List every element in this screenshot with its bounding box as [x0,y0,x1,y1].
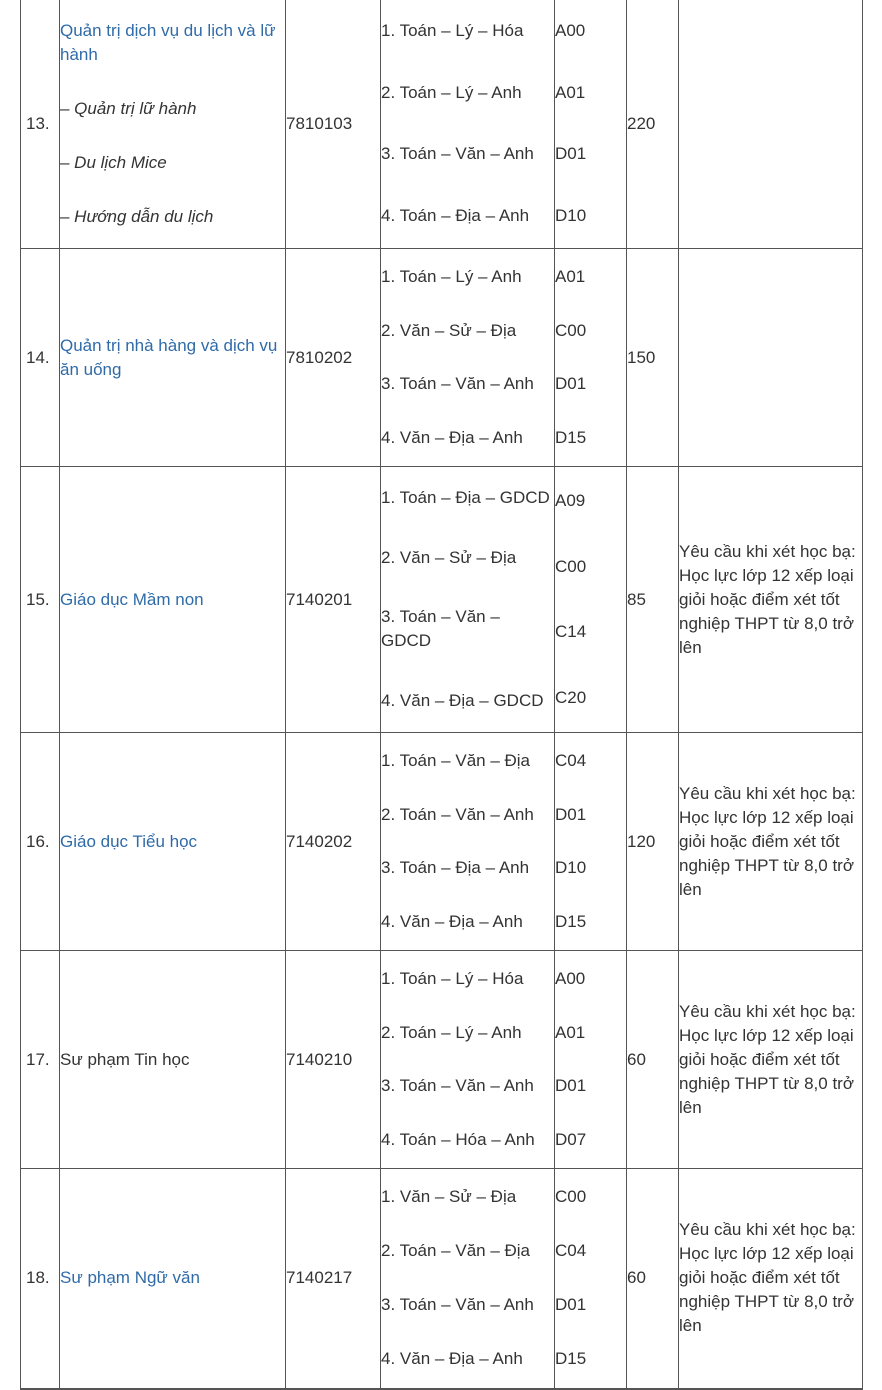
major-code: 7810103 [286,0,381,249]
subject-combos [381,735,554,949]
subject-combo: 3. Toán – Văn – Anh [381,1295,534,1315]
table-row [21,0,863,249]
quota: 85 [627,467,679,733]
subject-combo: 4. Văn – Địa – Anh [381,911,523,931]
note: Yêu cầu khi xét học bạ: Học lực lớp 12 xếp loại giỏi hoặc điểm xét tốt nghiệp THPT từ 8,0 trở lên [679,951,863,1169]
major-name: Sư phạm Tin học [60,1049,190,1069]
major-code: 7140201 [286,467,381,733]
subject-combos [381,953,554,1167]
subject-combos [381,251,554,465]
block-codes-cell [555,951,627,1169]
major-code: 7810202 [286,249,381,467]
block-codes [555,1,626,247]
table-row [21,467,863,733]
spacer [60,67,285,97]
major-code: 7140210 [286,951,381,1169]
row-number: 15. [21,467,60,733]
major-sub-item: – Du lịch Mice [60,152,167,172]
block-code: C14 [555,622,587,642]
note: Yêu cầu khi xét học bạ: Học lực lớp 12 xếp loại giỏi hoặc điểm xét tốt nghiệp THPT từ 8,0 trở lên [679,733,863,951]
table-row [21,733,863,951]
major-code: 7140202 [286,733,381,951]
table-row [21,1169,863,1389]
major-name-box [60,1266,285,1290]
block-codes-cell [555,249,627,467]
quota: 120 [627,733,679,951]
subject-combo: 3. Toán – Địa – Anh [381,858,530,878]
admissions-table [20,0,863,1390]
subject-combos-cell [381,467,555,733]
major-name-cell [60,467,286,733]
subject-combo: 3. Toán – Văn – Anh [381,1076,534,1096]
subject-combo: 4. Văn – Địa – GDCD [381,690,544,710]
block-code: D01 [555,144,587,164]
major-name-box [60,588,285,612]
block-code: A01 [555,82,586,102]
block-codes [555,1170,626,1386]
major-name-box [60,1048,285,1072]
major-name-cell [60,0,286,249]
block-code: D01 [555,374,587,394]
major-sub-item: – Quản trị lữ hành [60,98,197,118]
block-code: D10 [555,205,587,225]
subject-combo: 1. Toán – Văn – Địa [381,751,531,771]
major-name-box [60,334,285,382]
major-name-cell [60,1169,286,1389]
block-code: C20 [555,687,587,707]
subject-combos-cell [381,1169,555,1389]
major-name-link[interactable]: Quản trị dịch vụ du lịch và lữ hành [60,20,276,64]
major-name-link[interactable]: Sư phạm Ngữ văn [60,1268,200,1288]
block-code: D01 [555,1076,587,1096]
major-sub-item: – Hướng dẫn du lịch [60,206,214,226]
block-code: C04 [555,1241,587,1261]
major-name-cell [60,733,286,951]
subject-combo: 1. Toán – Lý – Hóa [381,21,524,41]
table-row [21,951,863,1169]
block-code: A01 [555,1022,586,1042]
block-code: D15 [555,1349,587,1369]
subject-combo: 1. Toán – Địa – GDCD [381,488,550,508]
major-name-box [60,19,285,229]
block-code: D15 [555,911,587,931]
row-number: 17. [21,951,60,1169]
major-name-cell [60,951,286,1169]
quota: 220 [627,0,679,249]
row-number: 16. [21,733,60,951]
major-name-link[interactable]: Giáo dục Mầm non [60,589,204,609]
subject-combos [381,469,554,731]
subject-combo: 4. Văn – Địa – Anh [381,1349,523,1369]
major-name-link[interactable]: Quản trị nhà hàng và dịch vụ ăn uống [60,335,278,379]
note: Yêu cầu khi xét học bạ: Học lực lớp 12 xếp loại giỏi hoặc điểm xét tốt nghiệp THPT từ 8,0 trở lên [679,1169,863,1389]
block-code: D07 [555,1129,587,1149]
block-codes-cell [555,1169,627,1389]
block-code: C04 [555,751,587,771]
major-code: 7140217 [286,1169,381,1389]
row-number: 18. [21,1169,60,1389]
subject-combo: 4. Toán – Hóa – Anh [381,1129,535,1149]
spacer [60,121,285,151]
block-codes-cell [555,0,627,249]
quota: 60 [627,951,679,1169]
major-name-cell [60,249,286,467]
block-codes [555,953,626,1167]
block-code: D15 [555,427,587,447]
row-number: 13. [21,0,60,249]
subject-combo: 3. Toán – Văn – GDCD [381,607,500,651]
block-code: D01 [555,804,587,824]
subject-combo: 2. Văn – Sử – Địa [381,320,517,340]
subject-combo: 1. Văn – Sử – Địa [381,1187,517,1207]
subject-combo: 3. Toán – Văn – Anh [381,144,534,164]
subject-combo: 2. Toán – Lý – Anh [381,82,522,102]
table-row [21,249,863,467]
note [679,0,863,249]
block-code: C00 [555,556,587,576]
block-code: A00 [555,21,586,41]
block-code: A00 [555,969,586,989]
block-codes-cell [555,467,627,733]
subject-combos [381,1,554,247]
block-code: A09 [555,491,586,511]
row-number: 14. [21,249,60,467]
subject-combo: 4. Toán – Địa – Anh [381,205,530,225]
subject-combos-cell [381,733,555,951]
subject-combo: 4. Văn – Địa – Anh [381,427,523,447]
subject-combos-cell [381,0,555,249]
quota: 150 [627,249,679,467]
subject-combo: 3. Toán – Văn – Anh [381,374,534,394]
subject-combo: 1. Toán – Lý – Hóa [381,969,524,989]
block-code: D01 [555,1295,587,1315]
note: Yêu cầu khi xét học bạ: Học lực lớp 12 xếp loại giỏi hoặc điểm xét tốt nghiệp THPT từ 8,0 trở lên [679,467,863,733]
block-codes-cell [555,733,627,951]
table-body [21,0,863,1389]
quota: 60 [627,1169,679,1389]
block-codes [555,251,626,465]
major-name-box [60,830,285,854]
subject-combo: 2. Toán – Văn – Địa [381,1241,531,1261]
block-codes [555,469,626,731]
block-code: C00 [555,320,587,340]
block-codes [555,735,626,949]
major-name-link[interactable]: Giáo dục Tiểu học [60,831,198,851]
subject-combos-cell [381,951,555,1169]
block-code: D10 [555,858,587,878]
spacer [60,175,285,205]
subject-combo: 2. Văn – Sử – Địa [381,547,517,567]
subject-combo: 1. Toán – Lý – Anh [381,267,522,287]
subject-combos-cell [381,249,555,467]
block-code: C00 [555,1187,587,1207]
subject-combo: 2. Toán – Văn – Anh [381,804,534,824]
subject-combos [381,1170,554,1386]
subject-combo: 2. Toán – Lý – Anh [381,1022,522,1042]
note [679,249,863,467]
block-code: A01 [555,267,586,287]
